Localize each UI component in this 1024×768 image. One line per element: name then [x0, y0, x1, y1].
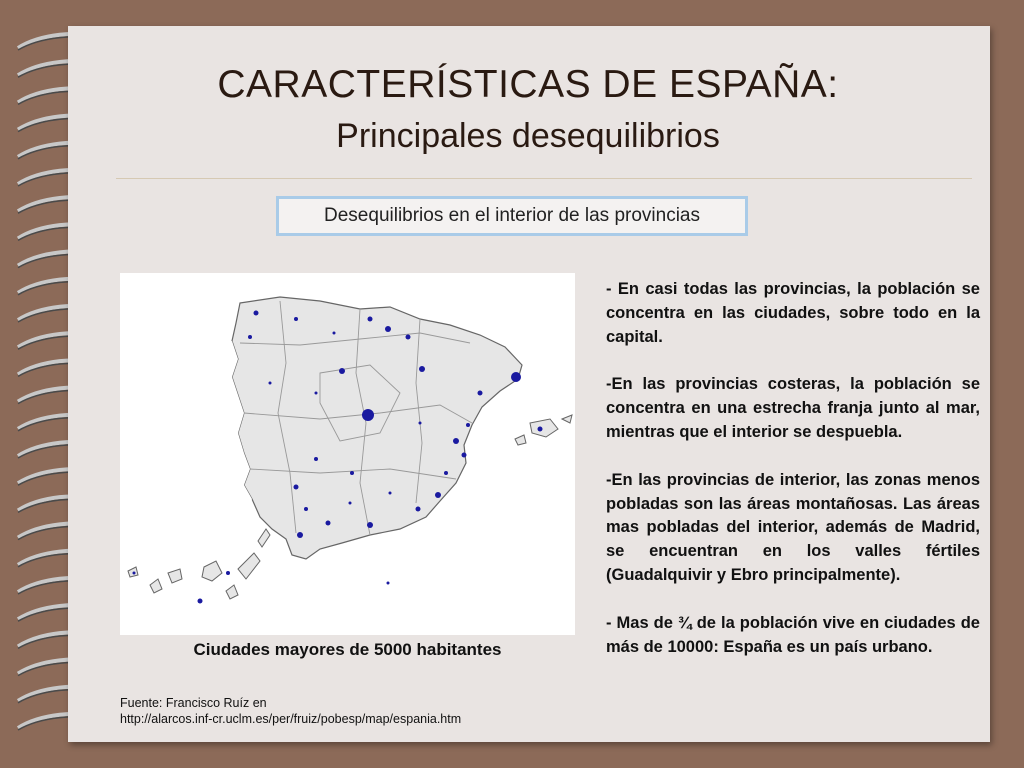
bullet-item-3: -En las provincias de interior, las zonas menos pobladas son las áreas montañosas. Las áreas mas pobladas del interior, además de Madrid, se encuentran en los valles fértiles (Guadalquivir y Ebro principalmente). — [606, 470, 980, 584]
bullet-item-1: - En casi todas las provincias, la población se concentra en las ciudades, sobre todo en la capital. — [606, 280, 980, 346]
city-dot-barcelona — [511, 372, 521, 382]
source-line-1: Fuente: Francisco Ruíz en — [120, 696, 267, 710]
map-caption: Ciudades mayores de 5000 habitantes — [193, 640, 502, 659]
city-dot-madrid — [362, 409, 374, 421]
slide-subtitle: Principales desequilibrios — [336, 117, 720, 155]
bullet-item-2: -En las provincias costeras, la población se concentra en una estrecha franja junto al mar, mientras que el interior se despuebla. — [606, 375, 980, 441]
balearic-islands — [515, 415, 572, 445]
peninsula-outline — [232, 297, 522, 559]
slide-title: CARACTERÍSTICAS DE ESPAÑA: — [217, 63, 839, 106]
source-citation — [120, 695, 590, 727]
section-heading: Desequilibrios en el interior de las provincias — [324, 205, 700, 226]
section-heading-box — [276, 196, 748, 236]
spain-map-svg — [120, 273, 575, 635]
divider-line — [116, 178, 972, 179]
canary-islands — [128, 529, 270, 599]
bullet-item-4: - Mas de ¾ de la población vive en ciudades de más de 10000: España es un país urbano. — [606, 613, 980, 656]
source-url: http://alarcos.inf-cr.uclm.es/per/fruiz/pobesp/map/espania.htm — [120, 712, 462, 726]
slide-page — [68, 26, 990, 742]
spain-population-map — [120, 273, 575, 635]
bullet-list — [606, 278, 980, 683]
